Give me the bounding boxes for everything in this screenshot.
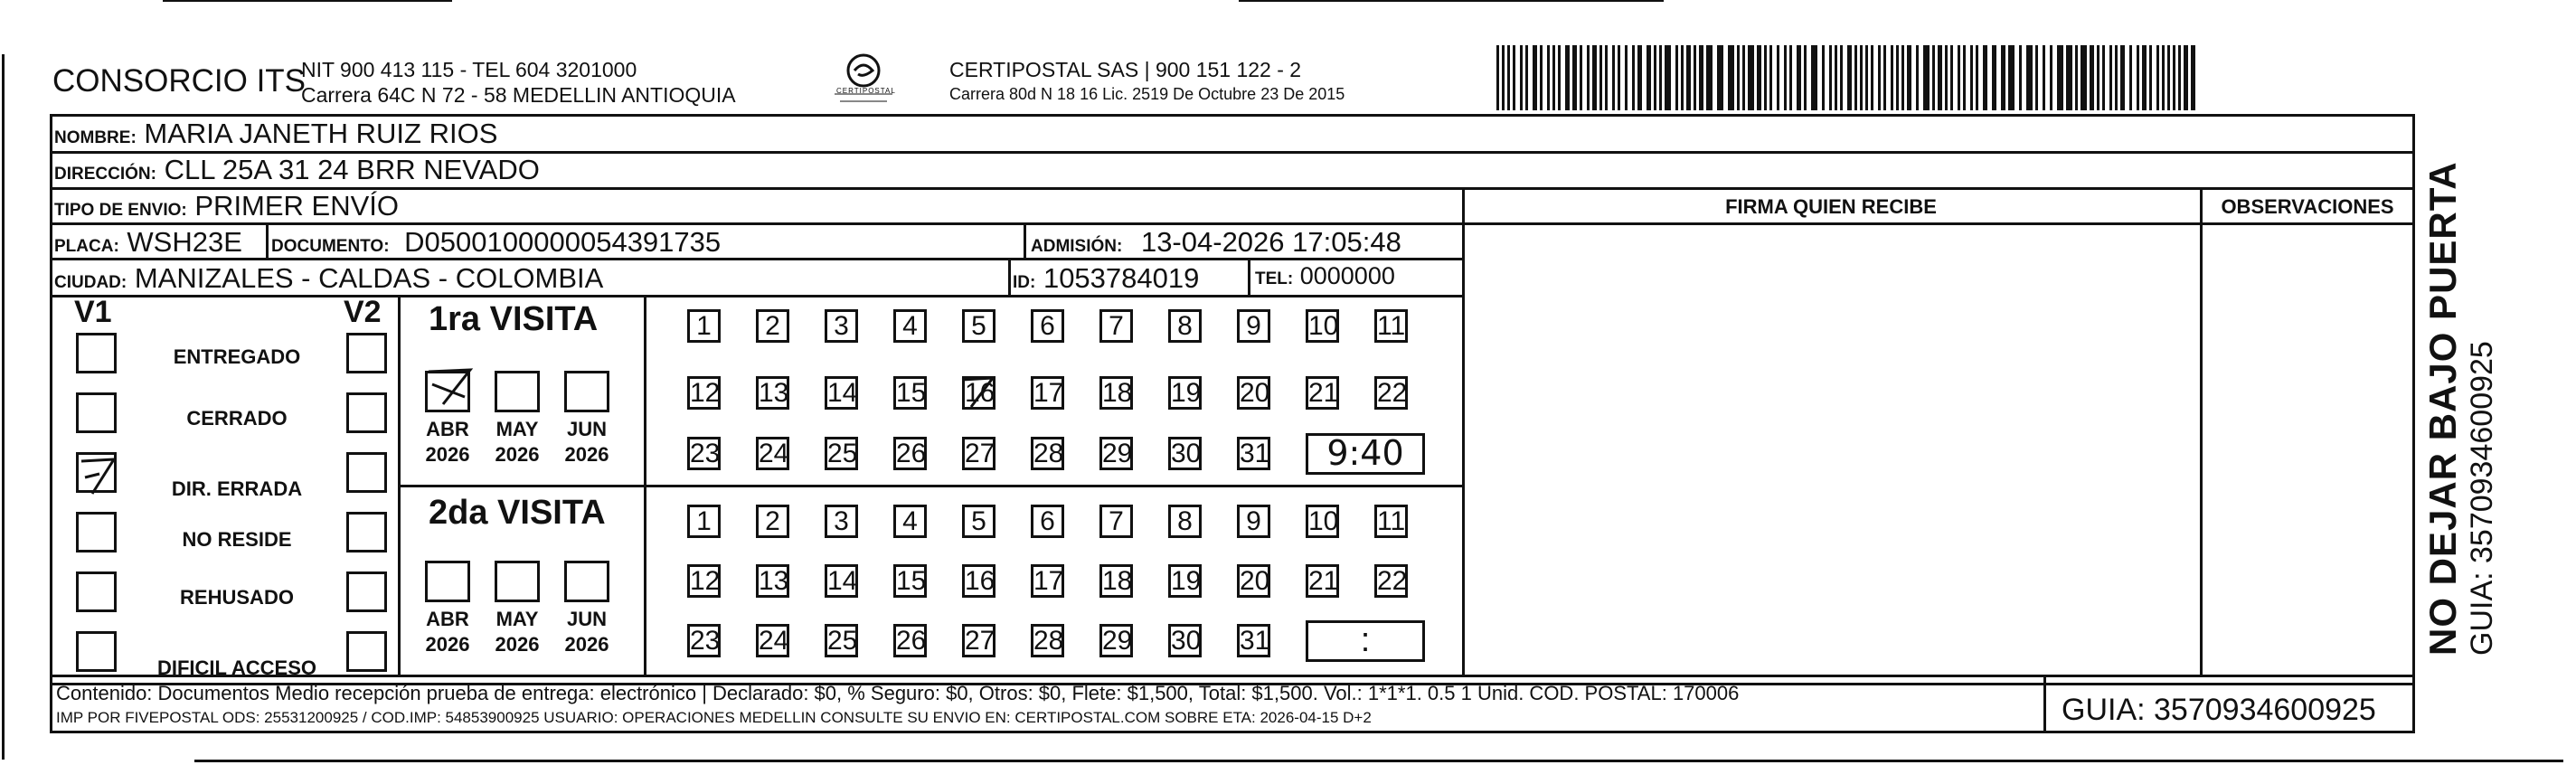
day-checkbox[interactable]: 13 bbox=[756, 376, 789, 410]
tel-label: TEL: bbox=[1255, 269, 1294, 288]
day-checkbox[interactable]: 15 bbox=[893, 376, 927, 410]
month-label: JUN bbox=[566, 418, 607, 440]
status-v1-checkbox[interactable] bbox=[76, 512, 117, 552]
barcode-bar bbox=[2075, 45, 2078, 110]
barcode-bar bbox=[1632, 45, 1635, 110]
recipient-address: CLL 25A 31 24 BRR NEVADO bbox=[164, 154, 540, 185]
barcode-bar bbox=[1520, 45, 1523, 110]
name-label: NOMBRE: bbox=[54, 128, 137, 147]
day-checkbox[interactable]: 12 bbox=[687, 376, 721, 410]
document-row bbox=[271, 226, 721, 259]
day-checkbox[interactable]: 16 bbox=[962, 564, 995, 598]
footer-guia-number: GUIA: 3570934600925 bbox=[2062, 693, 2376, 727]
handwritten-check-day16-visit1 bbox=[957, 373, 998, 414]
day-checkbox[interactable]: 10 bbox=[1306, 505, 1339, 538]
barcode-bar bbox=[1647, 45, 1651, 110]
barcode-bar bbox=[1547, 45, 1550, 110]
status-v1-checkbox[interactable] bbox=[76, 333, 117, 373]
barcode-bar bbox=[2050, 45, 2052, 110]
barcode-bar bbox=[2120, 45, 2125, 110]
day-checkbox[interactable]: 10 bbox=[1306, 309, 1339, 343]
status-option-label: ENTREGADO bbox=[173, 345, 301, 368]
day-checkbox[interactable]: 23 bbox=[687, 624, 721, 657]
barcode-bar bbox=[1599, 45, 1602, 110]
year-label: 2026 bbox=[425, 443, 470, 466]
footer-print-line: IMP POR FIVEPOSTAL ODS: 25531200925 / COD.IMP: 54853900925 USUARIO: OPERACIONES MEDELLIN CONSULTE SU ENVIO EN: CERTIPOSTAL.COM SOBRE ETA: 2026-04-15 D+2 bbox=[56, 709, 1372, 726]
barcode-bar bbox=[2008, 45, 2015, 110]
barcode-bar bbox=[1883, 45, 1886, 110]
day-checkbox[interactable]: 8 bbox=[1168, 505, 1202, 538]
barcode-bar bbox=[2142, 45, 2147, 110]
day-checkbox[interactable]: 30 bbox=[1168, 624, 1202, 657]
barcode-bar bbox=[1860, 45, 1863, 110]
month-label: ABR bbox=[426, 418, 469, 440]
side-warning bbox=[2421, 149, 2499, 656]
barcode-bar bbox=[1742, 45, 1745, 110]
barcode-bar bbox=[1605, 45, 1608, 110]
barcode-bar bbox=[1854, 45, 1857, 110]
barcode-bar bbox=[1835, 45, 1837, 110]
day-checkbox[interactable]: 26 bbox=[893, 624, 927, 657]
status-option-label: CERRADO bbox=[186, 407, 288, 430]
barcode-bar bbox=[1789, 45, 1792, 110]
barcode-bar bbox=[1992, 45, 1996, 110]
barcode-bar bbox=[2001, 45, 2005, 110]
day-checkbox[interactable]: 4 bbox=[893, 505, 927, 538]
barcode-bar bbox=[1625, 45, 1628, 110]
side-guia-text: GUIA: 3570934600925 bbox=[2465, 341, 2499, 656]
day-checkbox[interactable]: 20 bbox=[1237, 564, 1270, 598]
barcode-bar bbox=[1654, 45, 1656, 110]
day-checkbox[interactable]: 1 bbox=[687, 505, 721, 538]
company-address: Carrera 64C N 72 - 58 MEDELLIN ANTIOQUIA bbox=[301, 83, 736, 107]
month-checkbox[interactable] bbox=[564, 371, 609, 412]
barcode-bar bbox=[2149, 45, 2152, 110]
day-checkbox[interactable]: 27 bbox=[962, 624, 995, 657]
company-name: CONSORCIO ITS bbox=[52, 63, 307, 99]
certipostal-logo-text: CERTIPOSTAL bbox=[836, 87, 896, 95]
month-label: MAY bbox=[495, 418, 539, 440]
barcode bbox=[1496, 45, 2198, 110]
day-checkbox[interactable]: 18 bbox=[1099, 376, 1133, 410]
top-edge-line-right bbox=[1239, 0, 1664, 2]
v2-label: V2 bbox=[344, 295, 382, 329]
barcode-bar bbox=[1811, 45, 1817, 110]
month-checkbox[interactable] bbox=[425, 561, 470, 602]
barcode-bar bbox=[1558, 45, 1561, 110]
admission-divider bbox=[1024, 222, 1026, 258]
year-label: 2026 bbox=[564, 443, 609, 466]
time-field[interactable] bbox=[1306, 433, 1425, 475]
name-row bbox=[54, 118, 497, 150]
day-checkbox[interactable]: 23 bbox=[687, 437, 721, 470]
barcode-bar bbox=[1665, 45, 1671, 110]
day-checkbox[interactable]: 7 bbox=[1099, 309, 1133, 343]
barcode-bar bbox=[1675, 45, 1678, 110]
day-checkbox[interactable]: 1 bbox=[687, 309, 721, 343]
barcode-bar bbox=[1769, 45, 1772, 110]
barcode-bar bbox=[2115, 45, 2118, 110]
handwritten-check-abr-visit1 bbox=[425, 366, 479, 411]
day-checkbox[interactable]: 8 bbox=[1168, 309, 1202, 343]
barcode-bar bbox=[1681, 45, 1684, 110]
barcode-bar bbox=[2184, 45, 2188, 110]
year-label: 2026 bbox=[495, 633, 540, 656]
barcode-bar bbox=[2191, 45, 2195, 110]
day-checkbox[interactable]: 3 bbox=[825, 309, 858, 343]
barcode-bar bbox=[1891, 45, 1893, 110]
day-checkbox[interactable]: 13 bbox=[756, 564, 789, 598]
day-checkbox[interactable]: 12 bbox=[687, 564, 721, 598]
day-checkbox[interactable]: 27 bbox=[962, 437, 995, 470]
year-label: 2026 bbox=[425, 633, 470, 656]
day-checkbox[interactable]: 29 bbox=[1099, 624, 1133, 657]
status-v1-checkbox[interactable] bbox=[76, 631, 117, 672]
row-line-2 bbox=[50, 187, 2415, 190]
barcode-bar bbox=[2178, 45, 2181, 110]
day-checkbox[interactable]: 30 bbox=[1168, 437, 1202, 470]
signature-label: FIRMA QUIEN RECIBE bbox=[1725, 195, 1937, 218]
day-checkbox[interactable]: 29 bbox=[1099, 437, 1133, 470]
day-checkbox[interactable]: 7 bbox=[1099, 505, 1133, 538]
barcode-bar bbox=[2090, 45, 2094, 110]
day-checkbox[interactable]: 19 bbox=[1168, 564, 1202, 598]
month-label: ABR bbox=[426, 608, 469, 630]
day-checkbox[interactable]: 31 bbox=[1237, 624, 1270, 657]
side-warning-text: NO DEJAR BAJO PUERTA bbox=[2421, 161, 2464, 656]
barcode-bar bbox=[1916, 45, 1919, 110]
barcode-bar bbox=[2167, 45, 2170, 110]
barcode-bar bbox=[1958, 45, 1960, 110]
barcode-bar bbox=[1983, 45, 1987, 110]
carrier-name: CERTIPOSTAL SAS | 900 151 122 - 2 bbox=[949, 58, 1302, 81]
month-checkbox[interactable] bbox=[495, 371, 540, 412]
left-edge-line bbox=[2, 54, 5, 760]
barcode-bar bbox=[1945, 45, 1948, 110]
barcode-bar bbox=[1748, 45, 1754, 110]
barcode-bar bbox=[1706, 45, 1713, 110]
day-checkbox[interactable]: 14 bbox=[825, 376, 858, 410]
plate-row bbox=[54, 226, 242, 259]
address-row bbox=[54, 154, 540, 186]
city-row bbox=[54, 262, 603, 295]
tel-row bbox=[1255, 262, 1395, 290]
day-checkbox[interactable]: 11 bbox=[1374, 309, 1408, 343]
year-label: 2026 bbox=[564, 633, 609, 656]
month-checkbox[interactable] bbox=[564, 561, 609, 602]
barcode-bar bbox=[2102, 45, 2105, 110]
day-checkbox[interactable]: 26 bbox=[893, 437, 927, 470]
v1-label: V1 bbox=[74, 295, 112, 329]
barcode-bar bbox=[1938, 45, 1942, 110]
status-v2-checkbox[interactable] bbox=[346, 571, 387, 612]
day-checkbox[interactable]: 22 bbox=[1374, 376, 1408, 410]
top-edge-line bbox=[163, 0, 452, 2]
barcode-bar bbox=[1840, 45, 1843, 110]
day-checkbox[interactable]: 2 bbox=[756, 309, 789, 343]
admission-label: ADMISIÓN: bbox=[1031, 237, 1123, 256]
barcode-bar bbox=[1686, 45, 1691, 110]
barcode-bar bbox=[1777, 45, 1779, 110]
barcode-bar bbox=[1797, 45, 1801, 110]
status-v1-checkbox[interactable] bbox=[76, 392, 117, 433]
day-checkbox[interactable]: 11 bbox=[1374, 505, 1408, 538]
day-checkbox[interactable]: 24 bbox=[756, 624, 789, 657]
barcode-bar bbox=[1932, 45, 1935, 110]
row-line-5 bbox=[50, 295, 1462, 298]
city-label: CIUDAD: bbox=[54, 273, 127, 292]
day-checkbox[interactable]: 20 bbox=[1237, 376, 1270, 410]
barcode-bar bbox=[2137, 45, 2139, 110]
month-checkbox[interactable] bbox=[495, 561, 540, 602]
status-option-label: NO RESIDE bbox=[182, 528, 292, 551]
barcode-bar bbox=[1847, 45, 1852, 110]
day-checkbox[interactable]: 16 bbox=[962, 376, 995, 410]
status-v2-checkbox[interactable] bbox=[346, 333, 387, 373]
month-label: MAY bbox=[495, 608, 539, 630]
day-checkbox[interactable]: 6 bbox=[1031, 309, 1064, 343]
day-checkbox[interactable]: 9 bbox=[1237, 309, 1270, 343]
barcode-bar bbox=[1507, 45, 1510, 110]
tel-divider bbox=[1248, 258, 1250, 295]
id-value: 1053784019 bbox=[1043, 262, 1200, 294]
visit2-title: 2da VISITA bbox=[429, 494, 606, 532]
barcode-bar bbox=[1565, 45, 1570, 110]
day-checkbox[interactable]: 31 bbox=[1237, 437, 1270, 470]
day-checkbox[interactable]: 4 bbox=[893, 309, 927, 343]
barcode-bar bbox=[1552, 45, 1555, 110]
barcode-bar bbox=[1764, 45, 1767, 110]
barcode-bar bbox=[1513, 45, 1515, 110]
barcode-bar bbox=[1976, 45, 1978, 110]
barcode-bar bbox=[2043, 45, 2045, 110]
day-checkbox[interactable]: 5 bbox=[962, 309, 995, 343]
day-checkbox[interactable]: 24 bbox=[756, 437, 789, 470]
barcode-bar bbox=[1878, 45, 1881, 110]
barcode-bar bbox=[1587, 45, 1590, 110]
send-type-label: TIPO DE ENVIO: bbox=[54, 201, 187, 220]
barcode-bar bbox=[1896, 45, 1899, 110]
barcode-bar bbox=[1694, 45, 1696, 110]
status-v2-checkbox[interactable] bbox=[346, 452, 387, 493]
barcode-bar bbox=[2066, 45, 2072, 110]
status-v2-checkbox[interactable] bbox=[346, 512, 387, 552]
day-checkbox[interactable]: 9 bbox=[1237, 505, 1270, 538]
barcode-bar bbox=[1865, 45, 1868, 110]
document-value: D0500100000054391735 bbox=[404, 226, 722, 258]
id-row bbox=[1013, 262, 1199, 295]
barcode-bar bbox=[1533, 45, 1537, 110]
barcode-bar bbox=[1637, 45, 1642, 110]
day-checkbox[interactable]: 25 bbox=[825, 624, 858, 657]
day-checkbox[interactable]: 21 bbox=[1306, 564, 1339, 598]
status-option-label: DIR. ERRADA bbox=[171, 477, 303, 500]
status-option-label: DIFICIL ACCESO bbox=[156, 656, 316, 679]
barcode-bar bbox=[2173, 45, 2175, 110]
address-label: DIRECCIÓN: bbox=[54, 165, 156, 184]
id-divider bbox=[1008, 258, 1011, 295]
signature-divider bbox=[1462, 187, 1465, 675]
day-checkbox[interactable]: 5 bbox=[962, 505, 995, 538]
admission-value: 13-04-2026 17:05:48 bbox=[1140, 226, 1401, 258]
signature-header-line bbox=[1462, 222, 2415, 225]
barcode-bar bbox=[1804, 45, 1807, 110]
document-label: DOCUMENTO: bbox=[271, 237, 390, 256]
admission-row bbox=[1031, 226, 1401, 259]
day-checkbox[interactable]: 2 bbox=[756, 505, 789, 538]
recipient-name: MARIA JANETH RUIZ RIOS bbox=[144, 118, 498, 149]
day-checkbox[interactable]: 28 bbox=[1031, 437, 1064, 470]
barcode-bar bbox=[1822, 45, 1825, 110]
day-checkbox[interactable]: 19 bbox=[1168, 376, 1202, 410]
certipostal-logo bbox=[818, 51, 909, 107]
plate-label: PLACA: bbox=[54, 237, 119, 256]
barcode-bar bbox=[2097, 45, 2099, 110]
barcode-icon bbox=[1496, 45, 2198, 110]
barcode-bar bbox=[2129, 45, 2132, 110]
send-type-value: PRIMER ENVÍO bbox=[194, 190, 400, 222]
barcode-bar bbox=[1829, 45, 1832, 110]
barcode-bar bbox=[1580, 45, 1582, 110]
day-checkbox[interactable]: 17 bbox=[1031, 564, 1064, 598]
time-value: : bbox=[1360, 621, 1371, 659]
time-field[interactable] bbox=[1306, 620, 1425, 662]
barcode-bar bbox=[2019, 45, 2022, 110]
barcode-bar bbox=[2035, 45, 2038, 110]
visit1-title: 1ra VISITA bbox=[429, 300, 599, 338]
barcode-bar bbox=[1728, 45, 1734, 110]
status-v2-checkbox[interactable] bbox=[346, 392, 387, 433]
barcode-bar bbox=[1907, 45, 1911, 110]
barcode-bar bbox=[1717, 45, 1723, 110]
barcode-bar bbox=[1502, 45, 1505, 110]
carrier-address: Carrera 80d N 18 16 Lic. 2519 De Octubre 23 De 2015 bbox=[949, 85, 1345, 103]
status-v1-checkbox[interactable] bbox=[76, 571, 117, 612]
id-label: ID: bbox=[1013, 273, 1036, 292]
company-nit-tel: NIT 900 413 115 - TEL 604 3201000 bbox=[301, 58, 637, 81]
barcode-bar bbox=[1784, 45, 1787, 110]
month-label: JUN bbox=[566, 608, 607, 630]
footer-content-line: Contenido: Documentos Medio recepción prueba de entrega: electrónico | Declarado: $0, % Seguro: $0, Otros: $0, Flete: $1,500, Total: $1,500. Vol.: 1*1*1. 0.5 1 Unid. COD. POSTAL: 170006 bbox=[56, 682, 1740, 704]
day-checkbox[interactable]: 15 bbox=[893, 564, 927, 598]
barcode-bar bbox=[2109, 45, 2112, 110]
barcode-bar bbox=[1592, 45, 1597, 110]
handwritten-check-v1-dir-errada bbox=[76, 454, 121, 499]
barcode-bar bbox=[1618, 45, 1620, 110]
observations-divider bbox=[2200, 187, 2203, 675]
status-v2-checkbox[interactable] bbox=[346, 631, 387, 672]
barcode-bar bbox=[1496, 45, 1499, 110]
barcode-bar bbox=[1659, 45, 1662, 110]
barcode-bar bbox=[1871, 45, 1873, 110]
day-checkbox[interactable]: 28 bbox=[1031, 624, 1064, 657]
barcode-bar bbox=[1963, 45, 1966, 110]
barcode-bar bbox=[2026, 45, 2033, 110]
city-value: MANIZALES - CALDAS - COLOMBIA bbox=[134, 262, 604, 294]
day-checkbox[interactable]: 17 bbox=[1031, 376, 1064, 410]
observations-label: OBSERVACIONES bbox=[2221, 195, 2394, 218]
year-label: 2026 bbox=[495, 443, 540, 466]
barcode-bar bbox=[2057, 45, 2063, 110]
day-checkbox[interactable]: 3 bbox=[825, 505, 858, 538]
day-checkbox[interactable]: 22 bbox=[1374, 564, 1408, 598]
barcode-bar bbox=[1612, 45, 1615, 110]
barcode-bar bbox=[1572, 45, 1577, 110]
barcode-bar bbox=[1699, 45, 1703, 110]
barcode-bar bbox=[1525, 45, 1528, 110]
barcode-bar bbox=[1901, 45, 1904, 110]
day-checkbox[interactable]: 18 bbox=[1099, 564, 1133, 598]
plate-divider bbox=[266, 222, 269, 258]
visit-divider bbox=[398, 485, 1462, 487]
barcode-bar bbox=[2156, 45, 2159, 110]
day-checkbox[interactable]: 6 bbox=[1031, 505, 1064, 538]
barcode-bar bbox=[2081, 45, 2087, 110]
day-checkbox[interactable]: 25 bbox=[825, 437, 858, 470]
certipostal-logo-icon bbox=[818, 51, 909, 107]
day-checkbox[interactable]: 14 bbox=[825, 564, 858, 598]
barcode-bar bbox=[1737, 45, 1740, 110]
barcode-bar bbox=[2162, 45, 2165, 110]
status-option-label: REHUSADO bbox=[180, 586, 294, 609]
day-checkbox[interactable]: 21 bbox=[1306, 376, 1339, 410]
barcode-bar bbox=[1923, 45, 1930, 110]
barcode-bar bbox=[1950, 45, 1953, 110]
plate-value: WSH23E bbox=[127, 226, 242, 258]
tel-value: 0000000 bbox=[1299, 262, 1395, 289]
barcode-bar bbox=[1970, 45, 1973, 110]
barcode-bar bbox=[1540, 45, 1543, 110]
send-type-row bbox=[54, 190, 399, 222]
barcode-bar bbox=[1757, 45, 1761, 110]
bottom-edge-line bbox=[194, 760, 2563, 762]
time-value: 9:40 bbox=[1326, 433, 1404, 473]
